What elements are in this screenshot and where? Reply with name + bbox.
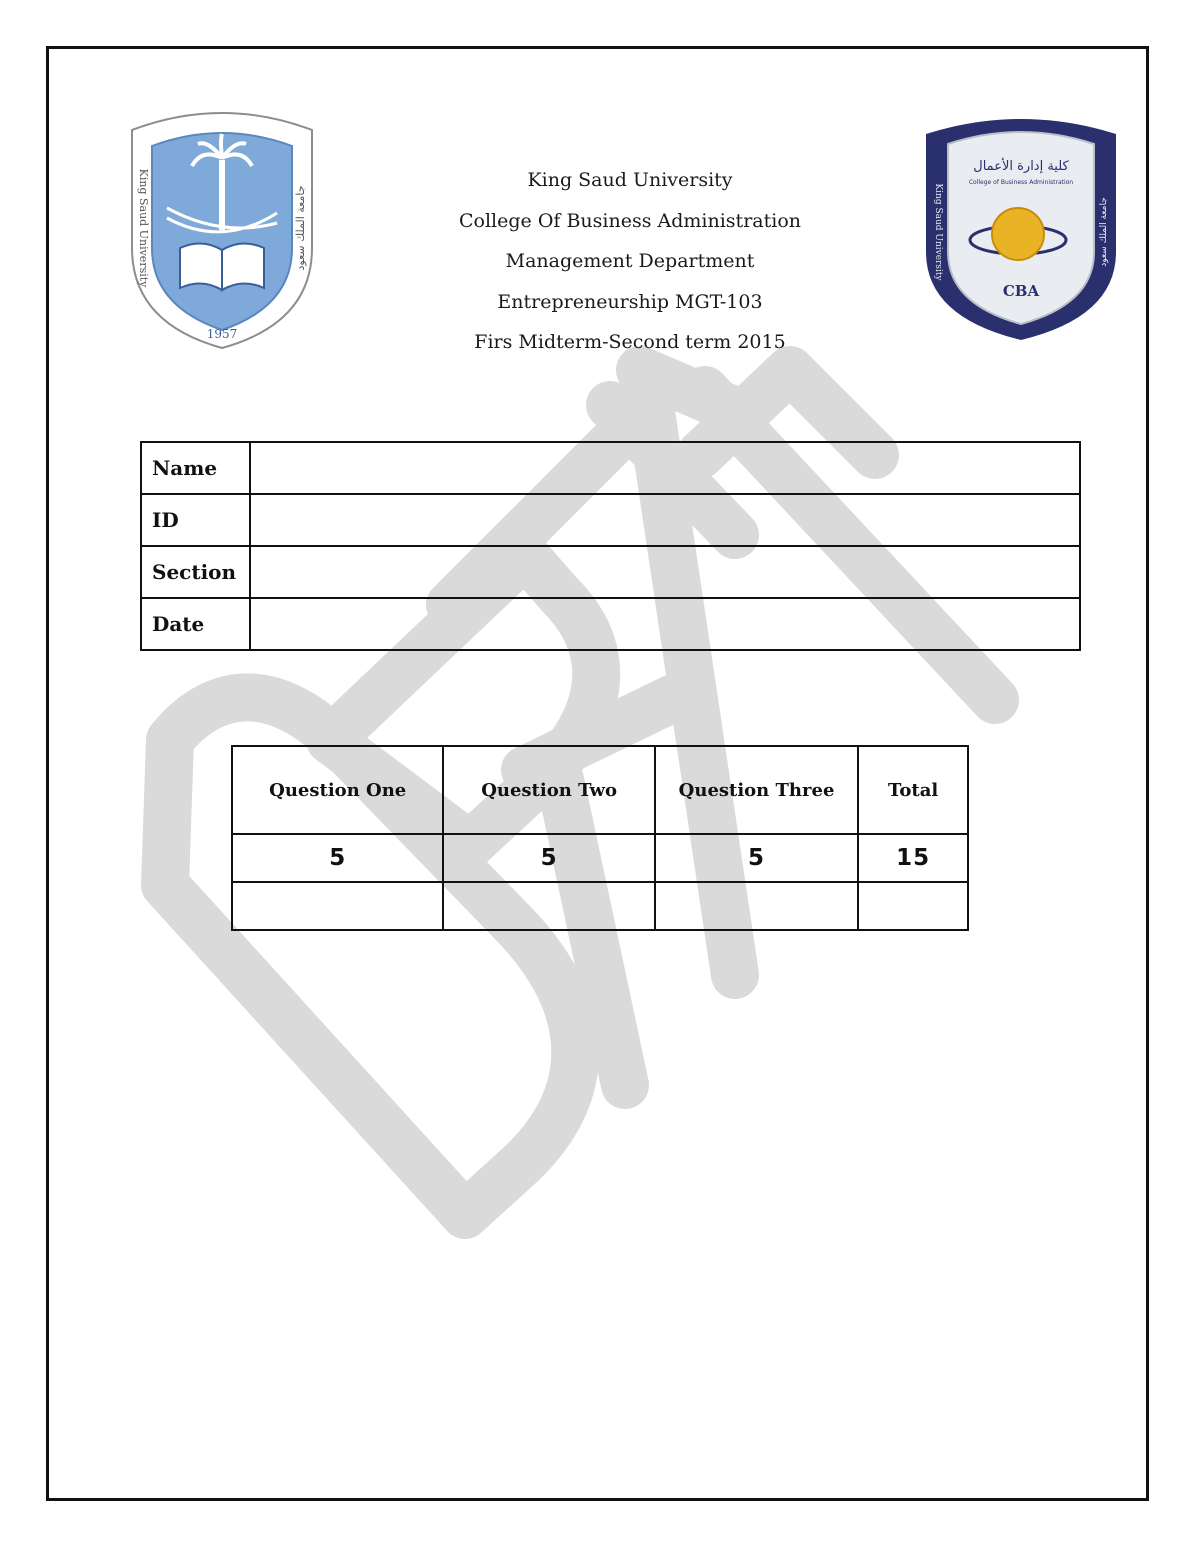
header-question-three: Question Three xyxy=(655,746,858,834)
header-question-two: Question Two xyxy=(443,746,654,834)
cba-logo-english: College of Business Administration xyxy=(968,179,1074,186)
name-label: Name xyxy=(141,442,250,494)
scores-row xyxy=(232,882,968,930)
cba-abbr: CBA xyxy=(1002,282,1040,300)
exam-title: Firs Midterm-Second term 2015 xyxy=(474,331,786,353)
score-question-two[interactable] xyxy=(443,882,654,930)
course-name: Entrepreneurship MGT-103 xyxy=(497,290,763,313)
open-book-icon xyxy=(180,243,264,290)
section-field[interactable] xyxy=(250,546,1080,598)
date-field[interactable] xyxy=(250,598,1080,650)
cba-ring-arabic: جامعة الملك سعود xyxy=(1099,197,1109,267)
ksu-logo-english: King Saud University xyxy=(137,168,150,288)
table-row xyxy=(141,442,1080,494)
globe-icon xyxy=(992,208,1044,260)
score-question-one[interactable] xyxy=(232,882,443,930)
table-row xyxy=(141,494,1080,546)
college-name: College Of Business Administration xyxy=(459,209,801,232)
score-table xyxy=(231,745,969,931)
max-marks-row xyxy=(232,834,968,882)
name-field[interactable] xyxy=(250,442,1080,494)
id-field[interactable] xyxy=(250,494,1080,546)
id-label: ID xyxy=(141,494,250,546)
ksu-logo xyxy=(122,108,322,353)
table-row xyxy=(141,546,1080,598)
marks-question-three: 5 xyxy=(655,834,858,882)
university-name: King Saud University xyxy=(527,169,733,191)
ksu-logo-arabic: جامعة الملك سعود xyxy=(294,185,307,271)
cba-logo xyxy=(918,112,1124,342)
cba-logo-arabic: كلية إدارة الأعمال xyxy=(973,159,1069,174)
score-header-row xyxy=(232,746,968,834)
score-total[interactable] xyxy=(858,882,968,930)
student-info-table xyxy=(140,441,1081,651)
marks-question-one: 5 xyxy=(232,834,443,882)
date-label: Date xyxy=(141,598,250,650)
exam-header xyxy=(430,160,830,363)
department-name: Management Department xyxy=(505,250,755,272)
section-label: Section xyxy=(141,546,250,598)
header-total: Total xyxy=(858,746,968,834)
marks-question-two: 5 xyxy=(443,834,654,882)
cba-ring-english: King Saud University xyxy=(933,183,943,281)
ksu-logo-year: 1957 xyxy=(206,327,238,341)
table-row xyxy=(141,598,1080,650)
header-question-one: Question One xyxy=(232,746,443,834)
score-question-three[interactable] xyxy=(655,882,858,930)
marks-total: 15 xyxy=(858,834,968,882)
